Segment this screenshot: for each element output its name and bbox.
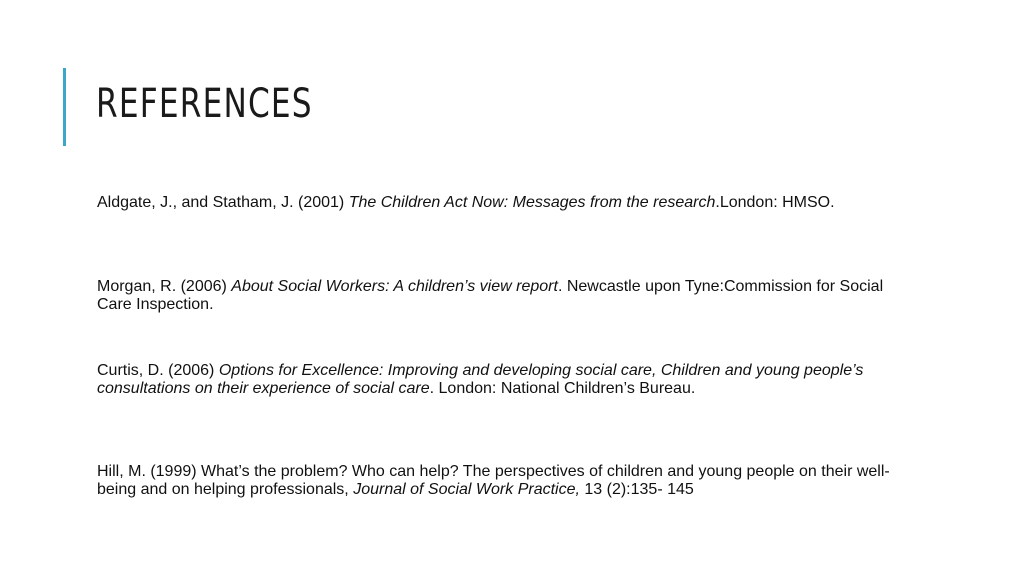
reference-text: . London: National Children’s Bureau.: [429, 380, 696, 397]
slide-title: REFERENCES: [96, 81, 313, 127]
reference-item: [97, 278, 897, 314]
reference-title: Options for Excellence: Improving and developing social care, Children and young people’s consultations on their experience of social care: [97, 362, 864, 397]
reference-title: About Social Workers: A children’s view report: [231, 278, 558, 295]
reference-text: . Newcastle upon Tyne:Commission for Social Care Inspection.: [97, 278, 884, 313]
reference-item: [97, 362, 897, 398]
reference-text: Morgan, R. (2006): [97, 278, 232, 295]
reference-text: Hill, M. (1999) What’s the problem? Who can help? The perspectives of children and young people on their well-being and on helping professionals,: [97, 463, 890, 498]
reference-title: Journal of Social Work Practice,: [353, 481, 580, 498]
reference-text: Aldgate, J., and Statham, J. (2001): [97, 194, 349, 211]
reference-title: The Children Act Now: Messages from the research: [348, 194, 716, 211]
reference-item: [97, 194, 897, 212]
reference-item: [97, 463, 897, 499]
reference-text: 13 (2):135- 145: [579, 481, 694, 498]
reference-text: Curtis, D. (2006): [97, 362, 219, 379]
title-accent-bar: [63, 68, 66, 146]
reference-text: .London: HMSO.: [715, 194, 835, 211]
